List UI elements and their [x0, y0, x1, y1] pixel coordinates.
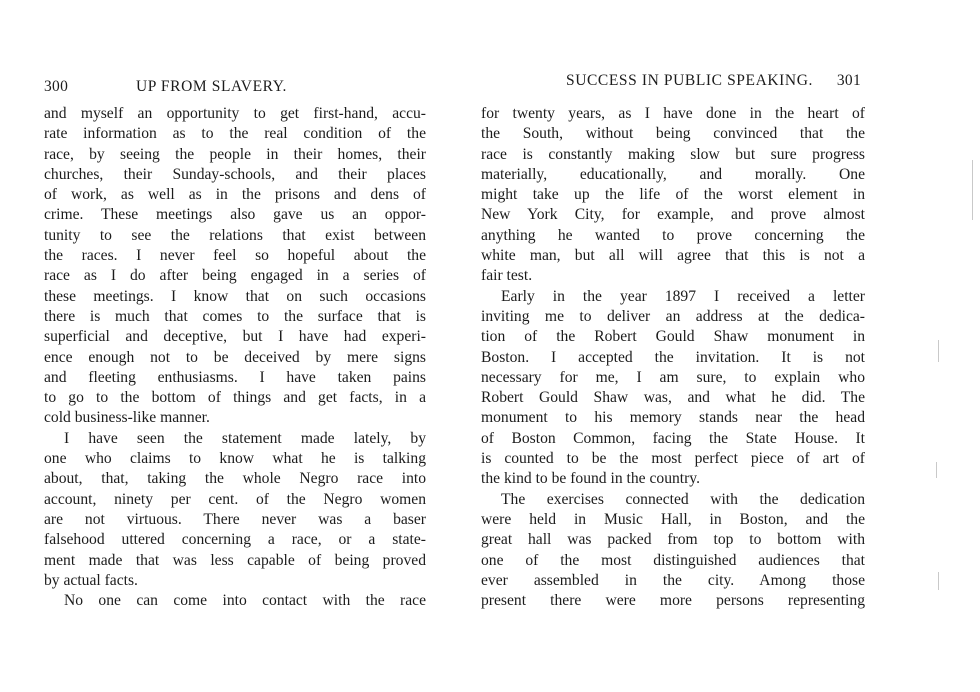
text-line: churches, their Sunday-schools, and their places	[44, 165, 426, 183]
text-line: monument to his memory stands near the head	[481, 409, 865, 427]
right-running-head	[481, 70, 865, 104]
right-page	[481, 70, 865, 611]
scan-artifact	[972, 160, 973, 220]
text-line: inviting me to deliver an address at the dedica-	[481, 307, 865, 325]
text-line: Boston. I accepted the invitation. It is not	[481, 348, 865, 366]
text-line: account, ninety per cent. of the Negro women	[44, 490, 426, 508]
text-line: tion of the Robert Gould Shaw monument in	[481, 328, 865, 346]
text-line: Robert Gould Shaw was, and what he did. The	[481, 389, 865, 407]
text-line: ever assembled in the city. Among those	[481, 571, 865, 589]
text-line: anything he wanted to prove concerning the	[481, 226, 865, 244]
text-line: to go to the bottom of things and get facts, in a	[44, 389, 426, 407]
text-line: materially, educationally, and morally. One	[481, 165, 865, 183]
text-line: one who claims to know what he is talking	[44, 450, 426, 468]
text-line: of work, as well as in the prisons and dens of	[44, 186, 426, 204]
text-line: necessary for me, I am sure, to explain who	[481, 368, 865, 386]
text-line: about, that, taking the whole Negro race into	[44, 470, 426, 488]
text-line: crime. These meetings also gave us an oppor-	[44, 206, 426, 224]
text-line: tunity to see the relations that exist between	[44, 226, 426, 244]
left-page-number: 300	[44, 78, 69, 95]
right-page-number: 301	[836, 72, 861, 89]
text-line: cold business-like manner.	[44, 409, 210, 427]
scan-artifact	[936, 462, 937, 478]
text-line: the races. I never feel so hopeful about the	[44, 247, 426, 265]
left-page	[44, 70, 426, 611]
text-line: by actual facts.	[44, 571, 138, 589]
scan-artifact	[938, 340, 939, 362]
right-body-text	[481, 104, 865, 611]
text-line: the South, without being convinced that the	[481, 125, 865, 143]
text-line: ment made that was less capable of being proved	[44, 551, 426, 569]
text-line: Early in the year 1897 I received a letter	[501, 287, 865, 305]
text-line: race as I do after being engaged in a series of	[44, 267, 426, 285]
text-line: great hall was packed from top to bottom with	[481, 531, 865, 549]
scan-artifact	[938, 572, 939, 590]
text-line: superficial and deceptive, but I have had experi-	[44, 328, 426, 346]
left-body-text	[44, 104, 426, 611]
text-line: ence enough not to be deceived by mere signs	[44, 348, 426, 366]
text-line: present there were more persons representing	[481, 592, 865, 610]
text-line: one of the most distinguished audiences that	[481, 551, 865, 569]
text-line: I have seen the statement made lately, by	[64, 429, 426, 447]
text-line: these meetings. I know that on such occasions	[44, 287, 426, 305]
text-line: falsehood uttered concerning a race, or a state-	[44, 531, 426, 549]
text-line: are not virtuous. There never was a baser	[44, 510, 426, 528]
text-line: is counted to be the most perfect piece of art of	[481, 450, 865, 468]
right-running-title: SUCCESS IN PUBLIC SPEAKING.	[565, 72, 813, 89]
text-line: The exercises connected with the dedication	[501, 490, 865, 508]
text-line: there is much that comes to the surface that is	[44, 307, 426, 325]
text-line: race, by seeing the people in their homes, their	[44, 145, 426, 163]
text-line: race is constantly making slow but sure progress	[481, 145, 865, 163]
text-line: rate information as to the real condition of the	[44, 125, 426, 143]
left-running-head	[44, 70, 426, 104]
text-line: for twenty years, as I have done in the heart of	[481, 105, 865, 122]
text-line: the kind to be found in the country.	[481, 470, 700, 488]
text-line: might take up the life of the worst element in	[481, 186, 865, 204]
text-line: were held in Music Hall, in Boston, and the	[481, 510, 865, 528]
text-line: New York City, for example, and prove almost	[481, 206, 865, 224]
text-line: and myself an opportunity to get first-hand, accu-	[44, 105, 426, 122]
left-running-title: UP FROM SLAVERY.	[136, 78, 288, 95]
text-line: fair test.	[481, 267, 533, 285]
text-line: and fleeting enthusiasms. I have taken pains	[44, 368, 426, 386]
text-line: white man, but all will agree that this is not a	[481, 247, 865, 265]
text-line: of Boston Common, facing the State House. It	[481, 429, 865, 447]
text-line: No one can come into contact with the race	[64, 592, 426, 610]
